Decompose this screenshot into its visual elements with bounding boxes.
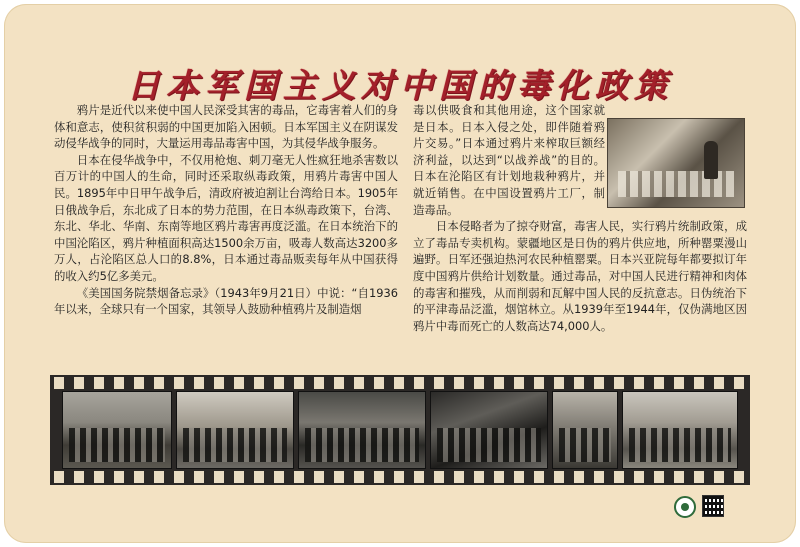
- paragraph-us-memorandum: 《美国国务院禁烟备忘录》（1943年9月21日）中说：“自1936年以来，全球只有一个国家，其领导人鼓励种植鸦片及制造烟: [54, 285, 398, 317]
- gallery-photo-6: [622, 391, 738, 469]
- paragraph-monopoly-policy: 日本侵略者为了掠夺财富，毒害人民，实行鸦片统制政策，成立了毒品专卖机构。蒙疆地区是日伪的鸦片供应地，所种罂粟漫山遍野。日军还强迫热河农民种植罂粟。日本兴亚院每年都要拟订年度中国鸦片供给计划数量。通过毒品，对中国人民进行精神和肉体的毒害和摧残，从而削弱和瓦解中国人民的反抗意志。日伪统治下的平津毒品泛滥，烟馆林立。从1939年至1944年，仅伪满地区因鸦片中毒而死亡的人数高达74,000人。: [413, 219, 747, 333]
- gallery-photo-1: [62, 391, 172, 469]
- photo-detail: [305, 428, 419, 462]
- photo-detail: [437, 428, 541, 462]
- photo-detail: [629, 428, 731, 462]
- left-text-column: [54, 102, 398, 318]
- paragraph-memorandum-continued: 毒以供吸食和其他用途，这个国家就是日本。日本入侵之处，即伴随着鸦片交易。”日本通过鸦片来榨取巨额经济利益，以达到“以战养战”的目的。日本在沦陷区有计划地栽种鸦片，并就近销售。在中国设置鸦片工厂，制造毒品。: [413, 103, 605, 217]
- page-title: 日本军国主义对中国的毒化政策: [127, 66, 673, 105]
- gallery-photo-4: [430, 391, 548, 469]
- paragraph-drug-policy: 日本在侵华战争中，不仅用枪炮、刺刀毫无人性疯狂地杀害数以百万计的中国人的生命，同时还采取纵毒政策，用鸦片毒害中国人民。1895年中日甲午战争后，清政府被迫割让台湾给日本。1905年日俄战争后，东北成了日本的势力范围，在日本纵毒政策下，台湾、东北、华北、华南、东南等地区鸦片毒害再度泛滥。在日本统治下的中国沦陷区，鸦片种植面积高达1500余万亩，吸毒人数高达3200多万人，占沦陷区总人口的8.8%，日本通过毒品贩卖每年从中国获得的收入约5亿多美元。: [54, 152, 398, 283]
- gallery-photo-5: [552, 391, 618, 469]
- photo-detail: [183, 428, 287, 462]
- text-beside-photo: [413, 102, 605, 218]
- film-strip-gallery: [50, 375, 750, 485]
- film-sprocket-holes-bottom: [50, 471, 750, 483]
- organization-logo-icon: [674, 496, 696, 518]
- qr-code-icon[interactable]: [702, 495, 724, 517]
- gallery-photo-2: [176, 391, 294, 469]
- paragraph-opium-intro: 鸦片是近代以来使中国人民深受其害的毒品，它毒害着人们的身体和意志，使积贫积弱的中国更加陷入困顿。日本军国主义在阴谋发动侵华战争的同时，大量运用毒品毒害中国，为其侵华战争服务。: [54, 103, 398, 151]
- right-text-column: [413, 102, 747, 334]
- photo-detail: [69, 428, 165, 462]
- photo-detail: [559, 428, 611, 462]
- gallery-photo-3: [298, 391, 426, 469]
- film-sprocket-holes-top: [50, 377, 750, 389]
